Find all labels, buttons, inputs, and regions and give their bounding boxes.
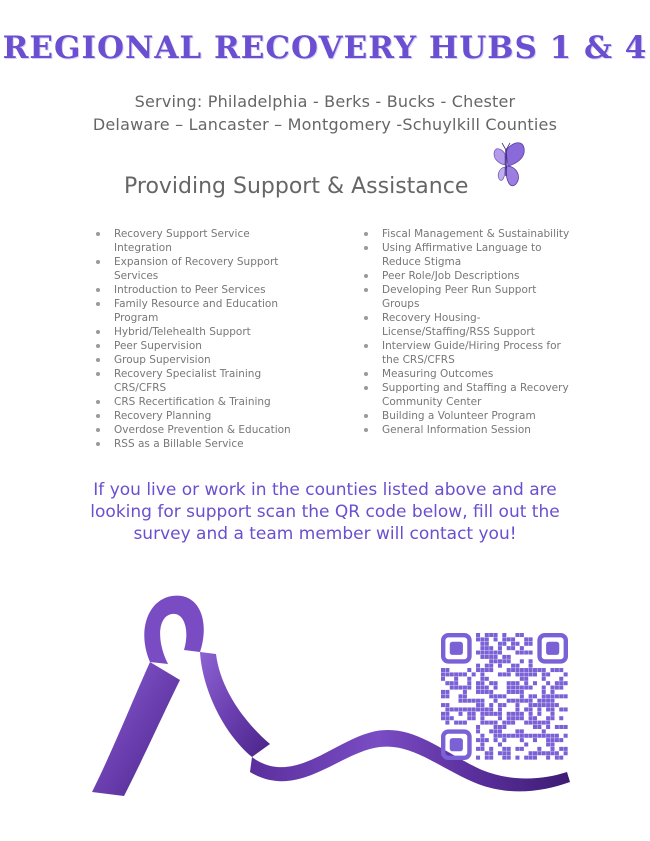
- service-item: Recovery Housing-License/Staffing/RSS Support: [363, 311, 573, 339]
- service-item: Expansion of Recovery Support Services: [95, 255, 300, 283]
- service-item: Recovery Planning: [95, 409, 300, 423]
- service-item: CRS Recertification & Training: [95, 395, 300, 409]
- service-item: Peer Role/Job Descriptions: [363, 269, 573, 283]
- service-item: Recovery Support Service Integration: [95, 227, 300, 255]
- service-item: Hybrid/Telehealth Support: [95, 325, 300, 339]
- counties-line-2: Delaware – Lancaster – Montgomery -Schuylkill Counties: [92, 115, 558, 134]
- service-item: Developing Peer Run Support Groups: [363, 283, 573, 311]
- service-item: Introduction to Peer Services: [95, 283, 300, 297]
- counties-line-1: Serving: Philadelphia - Berks - Bucks - Chester: [134, 92, 516, 111]
- service-item: Peer Supervision: [95, 339, 300, 353]
- services-list-right: [363, 227, 573, 437]
- page-title: REGIONAL RECOVERY HUBS 1 & 4: [2, 30, 648, 66]
- service-item: Overdose Prevention & Education: [95, 423, 300, 437]
- qr-code: [441, 633, 568, 760]
- service-item: Fiscal Management & Sustainability: [363, 227, 573, 241]
- service-item: Supporting and Staffing a Recovery Community Center: [363, 381, 573, 409]
- service-item: RSS as a Billable Service: [95, 437, 300, 451]
- service-item: Family Resource and Education Program: [95, 297, 300, 325]
- service-item: Using Affirmative Language to Reduce Stigma: [363, 241, 573, 269]
- service-item: General Information Session: [363, 423, 573, 437]
- service-item: Group Supervision: [95, 353, 300, 367]
- call-to-action: If you live or work in the counties listed above and are looking for support scan the QR code below, fill out the survey and a team member will contact you!: [90, 480, 560, 544]
- services-list-left: [95, 227, 300, 451]
- services-heading: Providing Support & Assistance: [124, 174, 469, 199]
- service-item: Recovery Specialist Training CRS/CFRS: [95, 367, 300, 395]
- butterfly-icon: [486, 140, 526, 190]
- service-item: Building a Volunteer Program: [363, 409, 573, 423]
- service-item: Interview Guide/Hiring Process for the CRS/CFRS: [363, 339, 573, 367]
- service-item: Measuring Outcomes: [363, 367, 573, 381]
